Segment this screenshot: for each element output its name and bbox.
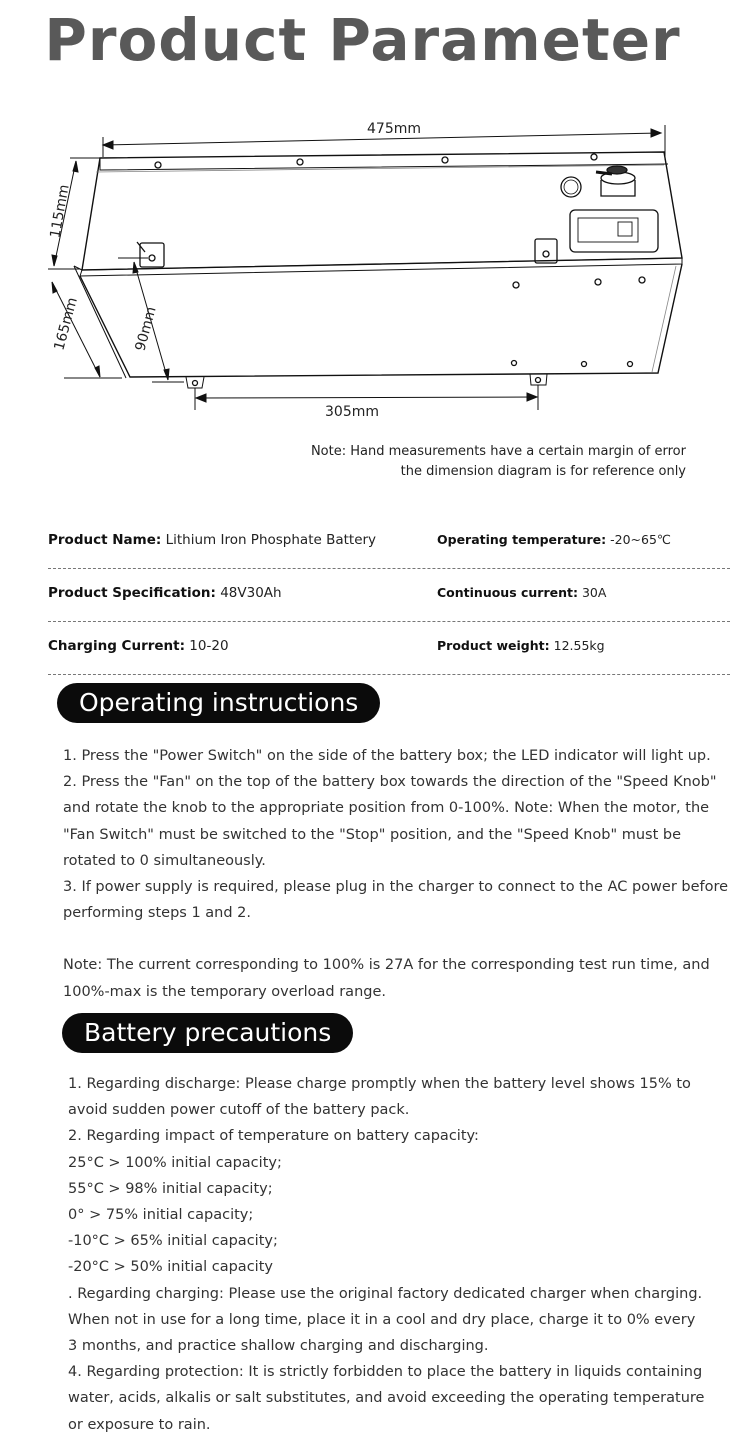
instruction-line: performing steps 1 and 2. [63,905,252,922]
precaution-line: 3 months, and practice shallow charging and discharging. [68,1338,489,1355]
total-height-dimension-label: 165mm [51,295,81,353]
battery-precautions-heading: Battery precautions [62,1013,353,1053]
precaution-line: When not in use for a long time, place it in a cool and dry place, charge it to 0% every [68,1311,696,1328]
precaution-line: 2. Regarding impact of temperature on battery capacity: [68,1128,479,1145]
param-operating-temperature: Operating temperature: -20~65℃ [437,532,671,547]
length-dimension-label: 475mm [367,121,421,137]
instruction-line: 1. Press the "Power Switch" on the side of the battery box; the LED indicator will light up. [63,748,711,764]
operating-instructions-text [63,743,728,1005]
precaution-line: 4. Regarding protection: It is strictly forbidden to place the battery in liquids containing [68,1364,703,1381]
operating-instructions-heading: Operating instructions [57,683,380,723]
instruction-line: rotated to 0 simultaneously. [63,852,266,869]
battery-precautions-text [68,1071,704,1438]
instruction-line: 3. If power supply is required, please plug in the charger to connect to the AC power before [63,879,729,896]
measurement-note-line: the dimension diagram is for reference only [400,464,686,479]
precaution-line: 25°C > 100% initial capacity; [68,1154,282,1171]
param-row [48,516,730,569]
param-product-name: Product Name: Lithium Iron Phosphate Battery [48,532,377,548]
page-title: Product Parameter [44,6,681,74]
precaution-line: 55°C > 98% initial capacity; [68,1180,273,1197]
measurement-note-line: Note: Hand measurements have a certain margin of error [310,444,686,459]
param-charging-current: Charging Current: 10-20 [48,638,229,654]
precaution-line: or exposure to rain. [68,1416,211,1433]
instruction-line: 2. Press the "Fan" on the top of the battery box towards the direction of the "Speed Knob" [63,774,717,791]
param-row [48,569,730,622]
precaution-line: avoid sudden power cutoff of the battery pack. [68,1102,410,1119]
measurement-note [311,442,686,482]
precaution-line: . Regarding charging: Please use the original factory dedicated charger when charging. [68,1285,703,1302]
param-row [48,622,730,675]
param-product-weight: Product weight: 12.55kg [437,638,605,653]
instruction-note-line: Note: The current corresponding to 100% is 27A for the corresponding test run time, and [63,957,710,974]
param-continuous-current: Continuous current: 30A [437,585,607,600]
precaution-line: 0° > 75% initial capacity; [68,1207,254,1224]
battery-dimension-diagram [0,110,750,440]
feet-spacing-dimension-label: 305mm [325,404,379,420]
param-product-specification: Product Specification: 48V30Ah [48,585,282,601]
inner-height-dimension-label: 90mm [132,305,160,353]
instruction-note-line: 100%-max is the temporary overload range. [63,983,386,1000]
precaution-line: 1. Regarding discharge: Please charge promptly when the battery level shows 15% to [68,1076,691,1092]
instruction-line: and rotate the knob to the appropriate position from 0-100%. Note: When the motor, the [63,800,710,817]
instruction-line: "Fan Switch" must be switched to the "Stop" position, and the "Speed Knob" must be [63,826,682,843]
precaution-line: -10°C > 65% initial capacity; [68,1233,278,1250]
precaution-line: -20°C > 50% initial capacity [68,1259,273,1276]
precaution-line: water, acids, alkalis or salt substitutes, and avoid exceeding the operating temperature [68,1390,705,1407]
top-height-dimension-label: 115mm [47,183,73,240]
